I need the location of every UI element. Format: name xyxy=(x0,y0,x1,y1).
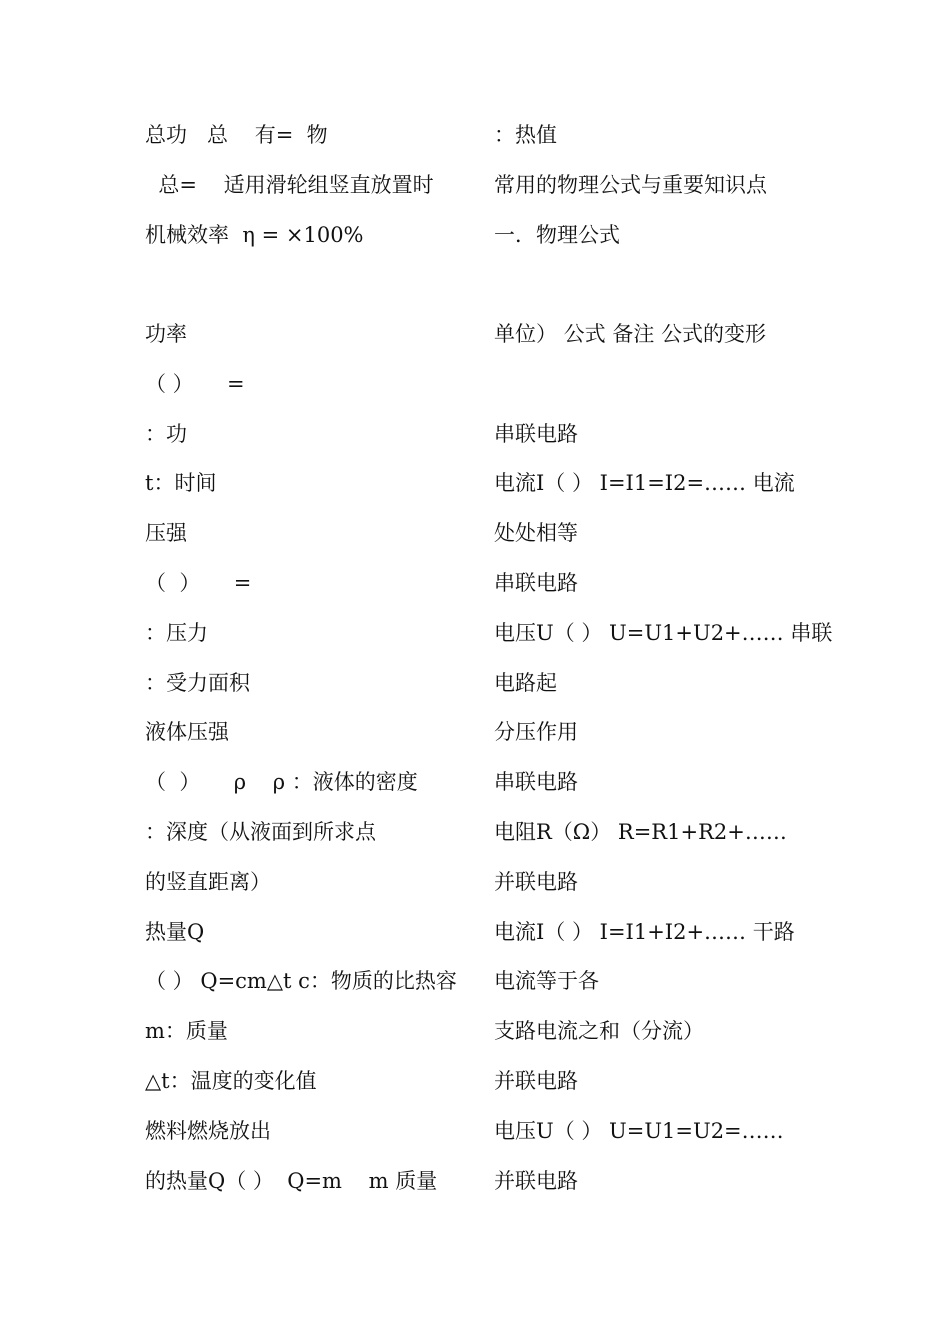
text-line: 电压U（ ） U=U1=U2=…… xyxy=(494,1119,784,1143)
text-line: 总功 总 有= 物 xyxy=(145,123,328,147)
text-line: 机械效率 η = ×100% xyxy=(145,223,364,247)
text-line: 电压U（ ） U=U1+U2+…… 串联 xyxy=(494,621,833,645)
text-line: 并联电路 xyxy=(494,1169,578,1193)
text-line: 分压作用 xyxy=(494,720,578,744)
text-line: （ ） = xyxy=(145,372,245,396)
text-line: （ ） = xyxy=(145,571,252,595)
text-line: △t：温度的变化值 xyxy=(145,1069,317,1093)
text-line: 热量Q xyxy=(145,920,205,944)
text-line: ：热值 xyxy=(494,123,557,147)
text-line: 液体压强 xyxy=(145,720,229,744)
text-line: 电流I（ ） I=I1+I2+…… 干路 xyxy=(494,920,795,944)
text-line: 总= 适用滑轮组竖直放置时 xyxy=(145,173,434,197)
text-line: 串联电路 xyxy=(494,571,578,595)
text-line: 功率 xyxy=(145,322,187,346)
text-line: ：压力 xyxy=(145,621,208,645)
text-line: 电路起 xyxy=(494,671,557,695)
text-line: 处处相等 xyxy=(494,521,578,545)
text-line: 电流I（ ） I=I1=I2=…… 电流 xyxy=(494,471,795,495)
section-heading: 一．物理公式 xyxy=(494,223,620,247)
text-line: 的热量Q（ ） Q=m m 质量 xyxy=(145,1169,438,1193)
text-line: 串联电路 xyxy=(494,770,578,794)
text-line: 电流等于各 xyxy=(494,969,599,993)
text-line: ：功 xyxy=(145,422,187,446)
text-line: 并联电路 xyxy=(494,1069,578,1093)
text-line: 压强 xyxy=(145,521,187,545)
text-line: ：受力面积 xyxy=(145,671,250,695)
document-title: 常用的物理公式与重要知识点 xyxy=(494,173,767,197)
text-line: 串联电路 xyxy=(494,422,578,446)
text-line: t：时间 xyxy=(145,471,217,495)
text-line: ：深度（从液面到所求点 xyxy=(145,820,376,844)
text-line: 燃料燃烧放出 xyxy=(145,1119,271,1143)
text-line: m：质量 xyxy=(145,1019,228,1043)
table-header: 单位） 公式 备注 公式的变形 xyxy=(494,322,767,346)
text-line: 的竖直距离） xyxy=(145,870,271,894)
text-line: （ ） ρ ρ ：液体的密度 xyxy=(145,770,418,794)
text-line: （ ） Q=cm△t c：物质的比热容 xyxy=(145,969,457,993)
text-line: 并联电路 xyxy=(494,870,578,894)
text-line: 电阻R（Ω） R=R1+R2+…… xyxy=(494,820,787,844)
text-line: 支路电流之和（分流） xyxy=(494,1019,704,1043)
